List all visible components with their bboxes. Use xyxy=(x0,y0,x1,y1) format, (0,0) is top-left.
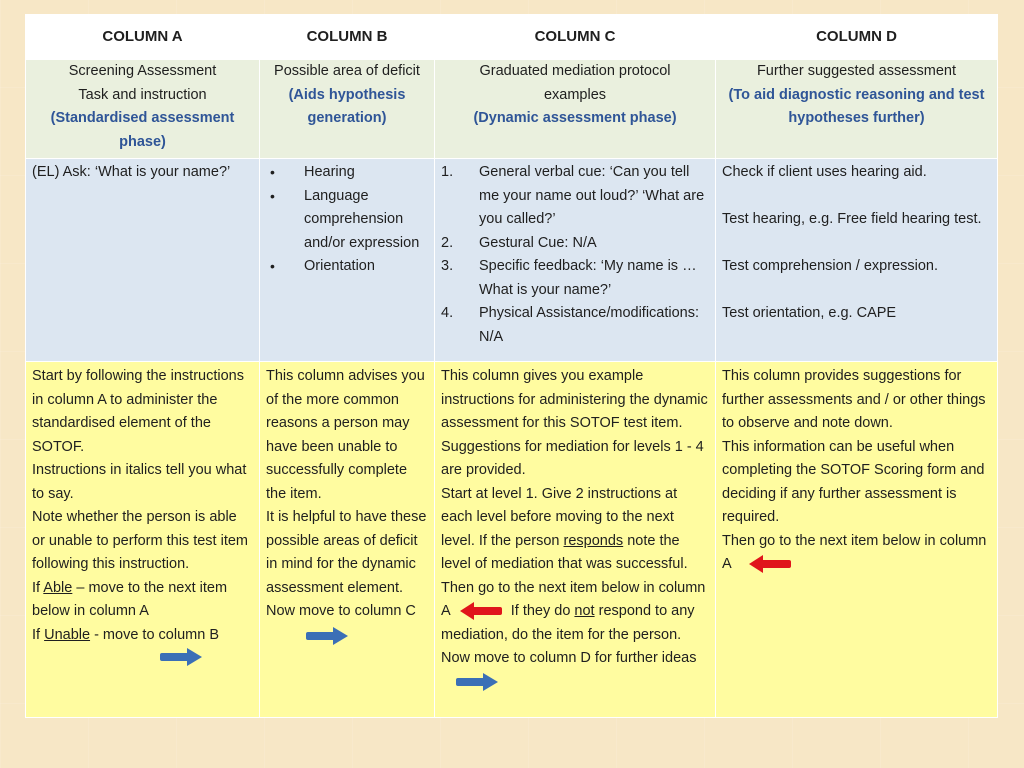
instruction-text: Start by following the instructions in column A to administer the standardised element of the SOTOF. xyxy=(32,368,244,455)
step-text: Gestural Cue: N/A xyxy=(479,234,597,251)
subheader-a xyxy=(26,60,260,159)
subheader-c-emph: (Dynamic assessment phase) xyxy=(473,110,677,126)
subheader-c-line1: Graduated mediation protocol examples xyxy=(479,63,671,103)
instructions-row xyxy=(26,362,998,718)
subheader-b-line1: Possible area of deficit xyxy=(274,63,420,79)
step-number: 2. xyxy=(441,234,454,251)
row2-column-b xyxy=(260,362,435,718)
column-a-header: COLUMN A xyxy=(26,15,260,60)
suggestion-comprehension: Test comprehension / expression. xyxy=(722,258,938,274)
suggestion-orientation: Test orientation, e.g. CAPE xyxy=(722,305,897,321)
instruction-text: Note whether the person is able or unable to perform this test item following this instruction. xyxy=(32,509,248,572)
list-item xyxy=(441,302,709,349)
subheader-b xyxy=(260,60,435,159)
instruction-text: Start at level 1. Give 2 instructions at each level before moving to the next level. If the person responds note the level of mediation that was successful. Then go to the next item below in column A If they do not respond to any mediation, do the item for the person. Now move to column D for further ideas xyxy=(441,483,709,695)
suggestion-hearing-test: Test hearing, e.g. Free field hearing test. xyxy=(722,211,982,227)
example-item-row xyxy=(26,159,998,362)
list-item xyxy=(441,161,709,232)
step-number: 1. xyxy=(441,164,454,180)
step-number: 4. xyxy=(441,305,454,321)
instruction-text: This information can be useful when completing the SOTOF Scoring form and deciding if any further assessment is required. xyxy=(722,438,985,525)
subheader-d xyxy=(716,60,998,159)
arrow-right-icon xyxy=(305,625,349,647)
arrow-right-icon xyxy=(455,671,499,693)
deficit-list xyxy=(266,161,428,279)
step-text: Physical Assistance/modifications: N/A xyxy=(479,305,700,345)
row2-column-c xyxy=(435,362,716,718)
step-text: General verbal cue: ‘Can you tell me your name out loud?’ ‘What are you called?’ xyxy=(479,164,705,227)
step-text: Specific feedback: ‘My name is … What is your name?’ xyxy=(479,258,697,298)
list-item: • Language comprehension and/or expression xyxy=(266,185,428,256)
header-row xyxy=(26,15,998,60)
subheader-row xyxy=(26,60,998,159)
arrow-right-icon xyxy=(159,646,203,668)
column-d-header: COLUMN D xyxy=(716,15,998,60)
subheader-a-emph: (Standardised assessment phase) xyxy=(50,110,235,150)
list-item: • Hearing xyxy=(266,161,428,185)
column-b-header: COLUMN B xyxy=(260,15,435,60)
list-item: • Orientation xyxy=(266,255,428,279)
subheader-d-emph: (To aid diagnostic reasoning and test hypotheses further) xyxy=(728,86,985,126)
row2-column-d xyxy=(716,362,998,718)
row1-column-b xyxy=(260,159,435,362)
instruction-text: It is helpful to have these possible areas of deficit in mind for the dynamic assessment element. xyxy=(266,509,427,596)
subheader-d-line1: Further suggested assessment xyxy=(756,63,957,79)
arrow-left-icon xyxy=(459,601,503,621)
instruction-text: This column gives you example instructions for administering the dynamic assessment for this SOTOF test item. Suggestions for mediation for levels 1 - 4 are provided. xyxy=(441,368,708,478)
instruction-text: Instructions in italics tell you what to say. xyxy=(32,462,247,502)
row1-column-d xyxy=(716,159,998,362)
instruction-able: If Able – move to the next item below in column A xyxy=(32,579,228,619)
sotof-guide-table xyxy=(25,14,998,718)
subheader-a-line1: Screening Assessment xyxy=(68,63,217,79)
column-c-header: COLUMN C xyxy=(435,15,716,60)
step-number: 3. xyxy=(441,258,454,274)
row2-column-a xyxy=(26,362,260,718)
instruction-text: Now move to column C xyxy=(266,603,416,619)
list-item xyxy=(441,255,709,302)
row1-column-c xyxy=(435,159,716,362)
instruction-unable: If Unable - move to column B xyxy=(32,626,219,643)
sotof-table-frame xyxy=(25,14,997,718)
arrow-left-icon xyxy=(748,554,792,574)
list-item xyxy=(441,232,709,256)
instruction-text: This column advises you of the more common reasons a person may have been unable to successfully complete the item. xyxy=(266,368,425,502)
subheader-b-emph: (Aids hypothesis generation) xyxy=(288,86,406,126)
mediation-steps xyxy=(441,161,709,349)
instruction-text: Then go to the next item below in column A xyxy=(722,530,991,577)
subheader-a-line2: Task and instruction xyxy=(78,86,207,103)
row1-column-a: (EL) Ask: ‘What is your name?’ xyxy=(26,159,260,362)
suggestion-hearing-aid: Check if client uses hearing aid. xyxy=(722,164,927,180)
subheader-c xyxy=(435,60,716,159)
instruction-text: This column provides suggestions for further assessments and / or other things to observe and note down. xyxy=(722,368,986,431)
